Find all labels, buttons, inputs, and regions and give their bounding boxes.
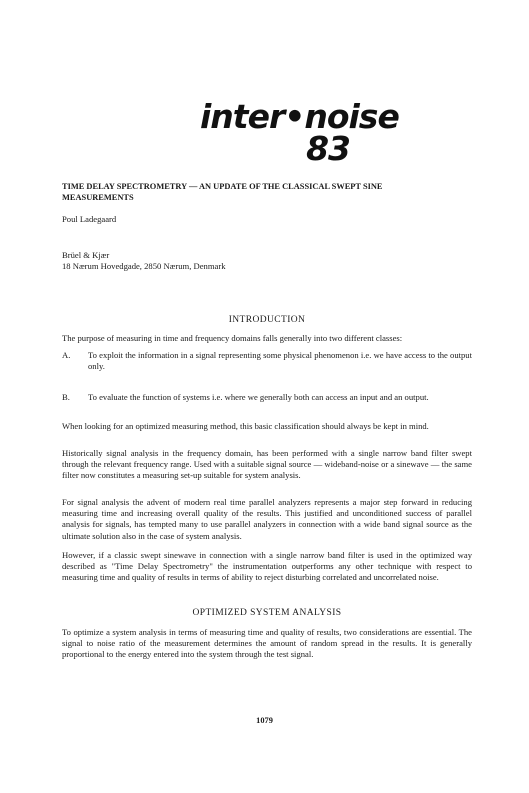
affiliation-line1: Brüel & Kjær [62, 250, 110, 260]
list-item-a [62, 350, 472, 372]
intro-paragraph-2: When looking for an optimized measuring method, this basic classification should always be kept in mind. [62, 421, 429, 431]
intro-paragraph-5: However, if a classic swept sinewave in connection with a single narrow band filter is used in the optimized way described as "Time Delay Spectrometry" the instrumentation outperforms any other technique with respect to measuring time and quality of results in terms of ability to reject disturbing correlated and uncorrelated noise. [62, 550, 472, 583]
affiliation [62, 250, 472, 272]
optimized-paragraph-1: To optimize a system analysis in terms of measuring time and quality of results, two considerations are essential. The signal to noise ratio of the measurement determines the amount of random spread in the results. It is generally proportional to the energy entered into the system through the test signal. [62, 627, 472, 660]
list-item-b-label: B. [62, 392, 70, 402]
list-item-a-text: To exploit the information in a signal representing some physical phenomenon i.e. we have access to the output only. [88, 350, 472, 372]
intro-paragraph-1: The purpose of measuring in time and frequency domains falls generally into two different classes: [62, 333, 403, 343]
intro-paragraph-4: For signal analysis the advent of modern real time parallel analyzers represents a major step forward in reducing measuring time and increasing overall quality of the results. This justified and unconditioned success of parallel analysis for signals, has tempted many to use parallel analyzers in connection with a wide band signal source as the ultimate solution also in the case of system analysis. [62, 497, 472, 541]
section-heading-optimized: OPTIMIZED SYSTEM ANALYSIS [192, 608, 342, 618]
list-item-a-label: A. [62, 350, 71, 360]
intro-paragraph-3: Historically signal analysis in the frequency domain, has been performed with a single narrow band filter swept through the relevant frequency range. Used with a suitable signal source — wideband-noise or a sinewave — the same filter now constitutes a measuring set-up suitable for system analysis. [62, 448, 472, 481]
logo-line1: inter•noise [200, 97, 399, 136]
list-item-b [62, 392, 472, 403]
page-number: 1079 [256, 716, 273, 725]
author-name: Poul Ladegaard [62, 214, 117, 224]
paper-title: TIME DELAY SPECTROMETRY — AN UPDATE OF THE CLASSICAL SWEPT SINE MEASUREMENTS [62, 182, 383, 202]
section-heading-introduction: INTRODUCTION [228, 315, 306, 325]
logo-line2: 83 [306, 129, 350, 168]
affiliation-line2: 18 Nærum Hovedgade, 2850 Nærum, Denmark [62, 261, 226, 272]
list-item-b-text: To evaluate the function of systems i.e. where we generally both can access an input and an output. [88, 392, 429, 402]
conference-logo [200, 97, 399, 168]
